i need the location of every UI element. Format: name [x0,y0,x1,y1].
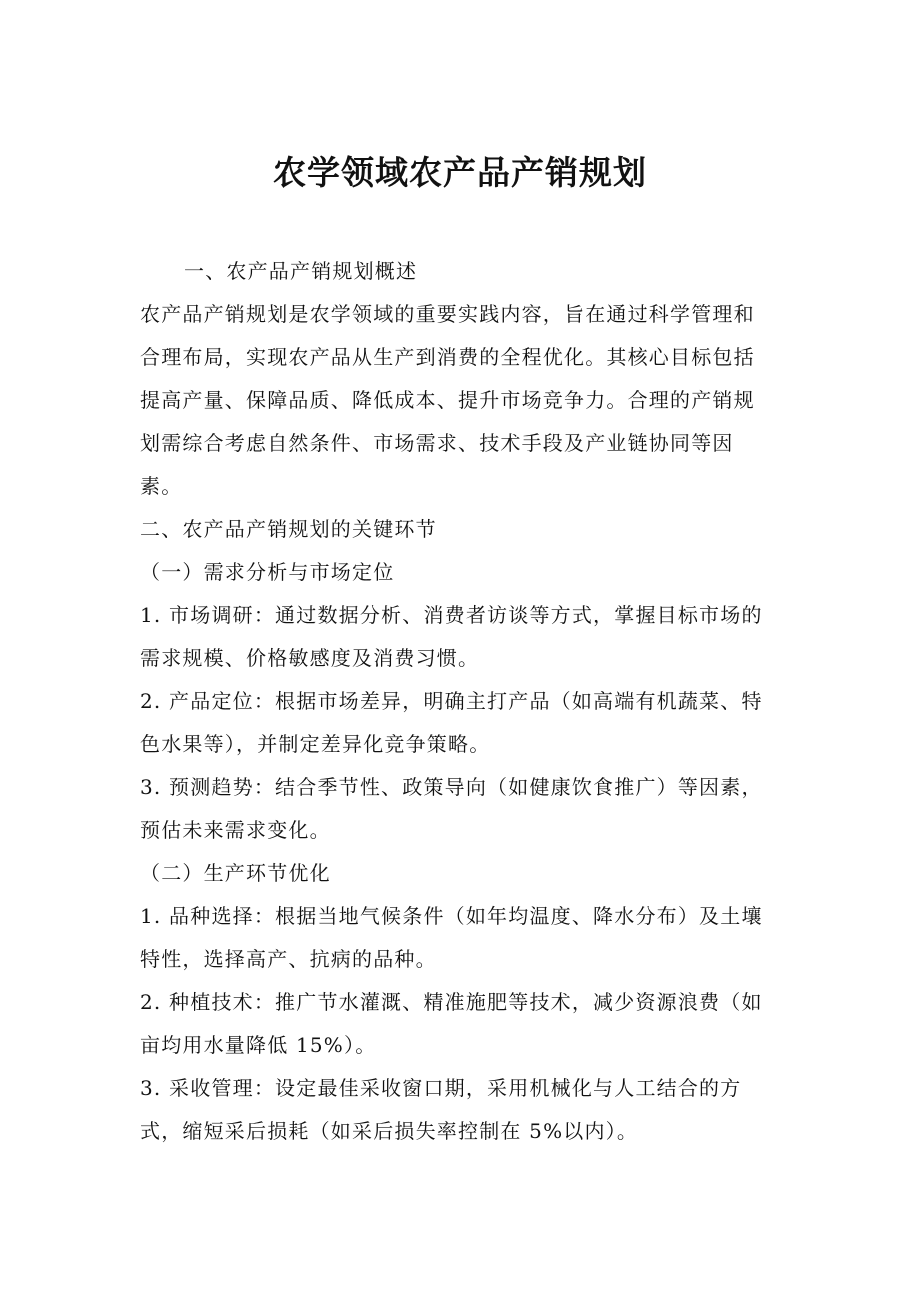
list-item-continuation: 特性，选择高产、抗病的品种。 [140,947,437,971]
list-item-variety-selection: 1. 品种选择：根据当地气候条件（如年均温度、降水分布）及土壤 [140,904,763,928]
list-item-continuation: 色水果等），并制定差异化竞争策略。 [140,732,491,756]
list-item-continuation: 亩均用水量降低 15%）。 [140,1033,377,1057]
list-item-continuation: 需求规模、价格敏感度及消费习惯。 [140,646,480,670]
list-item-continuation: 式，缩短采后损耗（如采后损失率控制在 5%以内）。 [140,1119,639,1143]
document-title: 农学领域农产品产销规划 [273,153,647,192]
list-item-planting-technology: 2. 种植技术：推广节水灌溉、精准施肥等技术，减少资源浪费（如 [140,990,763,1014]
paragraph-line: 提高产量、保障品质、降低成本、提升市场竞争力。合理的产销规 [140,388,755,412]
list-item-market-research: 1. 市场调研：通过数据分析、消费者访谈等方式，掌握目标市场的 [140,603,763,627]
section-heading-key-links: 二、农产品产销规划的关键环节 [140,517,437,541]
subsection-heading-demand: （一）需求分析与市场定位 [140,560,395,584]
list-item-trend-forecast: 3. 预测趋势：结合季节性、政策导向（如健康饮食推广）等因素， [140,775,763,799]
subsection-heading-production: （二）生产环节优化 [140,861,331,885]
section-heading-overview: 一、农产品产销规划概述 [184,259,418,283]
list-item-continuation: 预估未来需求变化。 [140,818,331,842]
list-item-product-positioning: 2. 产品定位：根据市场差异，明确主打产品（如高端有机蔬菜、特 [140,689,763,713]
paragraph-line: 合理布局，实现农产品从生产到消费的全程优化。其核心目标包括 [140,345,755,369]
paragraph-line: 素。 [140,474,183,498]
paragraph-line: 农产品产销规划是农学领域的重要实践内容，旨在通过科学管理和 [140,302,755,326]
document-body [140,250,780,1153]
paragraph-line: 划需综合考虑自然条件、市场需求、技术手段及产业链协同等因 [140,431,734,455]
list-item-harvest-management: 3. 采收管理：设定最佳采收窗口期，采用机械化与人工结合的方 [140,1076,742,1100]
